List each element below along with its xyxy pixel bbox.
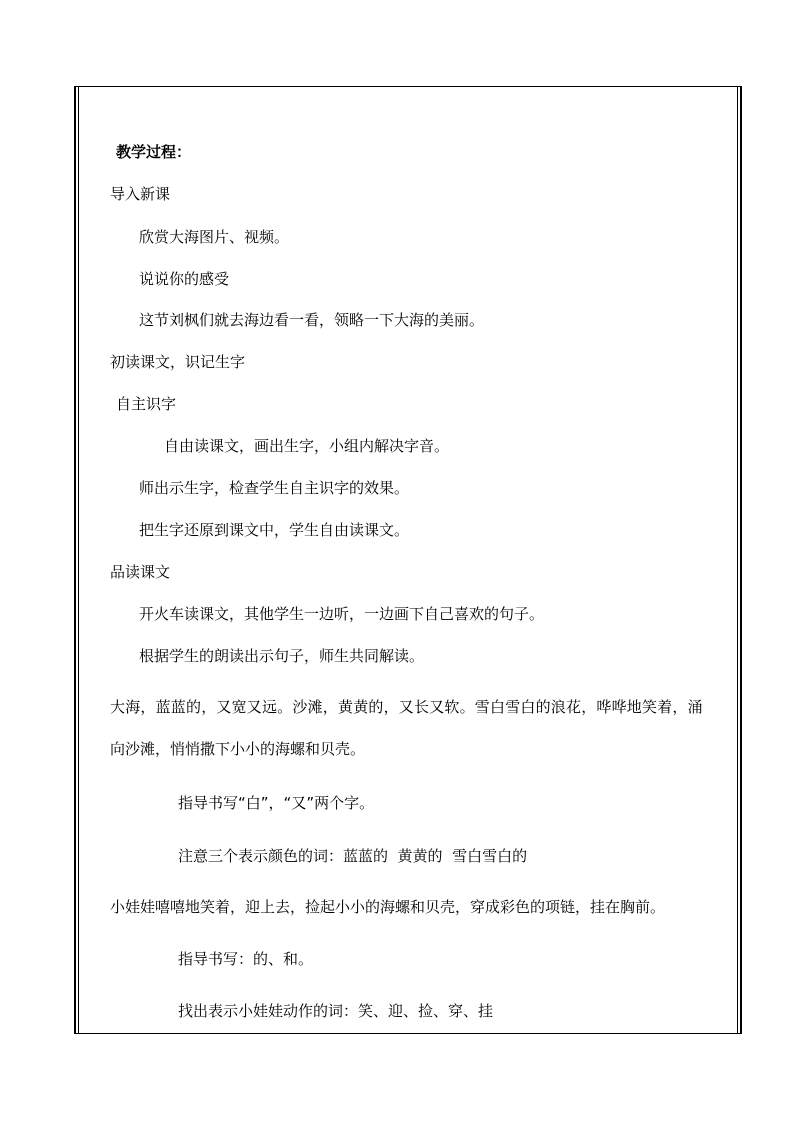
text-quote-line: 向沙滩，悄悄撒下小小的海螺和贝壳。 (110, 740, 366, 758)
right-border-inner (737, 86, 738, 1034)
section-close-reading: 品读课文 (110, 563, 171, 581)
paragraph-line: 欣赏大海图片、视频。 (139, 228, 290, 246)
paragraph-line: 这节刘枫们就去海边看一看，领略一下大海的美丽。 (139, 311, 485, 329)
paragraph-line: 说说你的感受 (139, 270, 230, 288)
paragraph-line: 指导书写“白”，“又”两个字。 (178, 794, 375, 812)
text-quote-line: 大海，蓝蓝的，又宽又远。沙滩，黄黄的，又长又软。雪白雪白的浪花，哗哗地笑着，涌 (110, 698, 703, 716)
section-intro-new-lesson: 导入新课 (110, 185, 171, 203)
right-border-outer (740, 86, 742, 1034)
paragraph-line: 注意三个表示颜色的词：蓝蓝的 黄黄的 雪白雪白的 (178, 847, 528, 865)
paragraph-line: 把生字还原到课文中，学生自由读课文。 (139, 521, 410, 539)
subsection-self-literacy: 自主识字 (116, 395, 177, 413)
paragraph-line: 师出示生字，检查学生自主识字的效果。 (139, 479, 410, 497)
paragraph-line: 自由读课文，画出生字，小组内解决字音。 (164, 437, 450, 455)
paragraph-line: 开火车读课文，其他学生一边听，一边画下自己喜欢的句子。 (139, 605, 545, 623)
left-border-inner (78, 86, 79, 1034)
lesson-process-heading: 教学过程： (116, 143, 192, 161)
left-border-outer (74, 86, 76, 1034)
section-first-reading: 初读课文，识记生字 (110, 353, 246, 371)
paragraph-line: 指导书写：的、和。 (178, 950, 314, 968)
paragraph-line: 找出表示小娃娃动作的词：笑、迎、捡、穿、挂 (178, 1002, 494, 1020)
paragraph-line: 根据学生的朗读出示句子，师生共同解读。 (139, 647, 425, 665)
text-quote-line: 小娃娃嘻嘻地笑着，迎上去，捡起小小的海螺和贝壳，穿成彩色的项链，挂在胸前。 (110, 898, 666, 916)
